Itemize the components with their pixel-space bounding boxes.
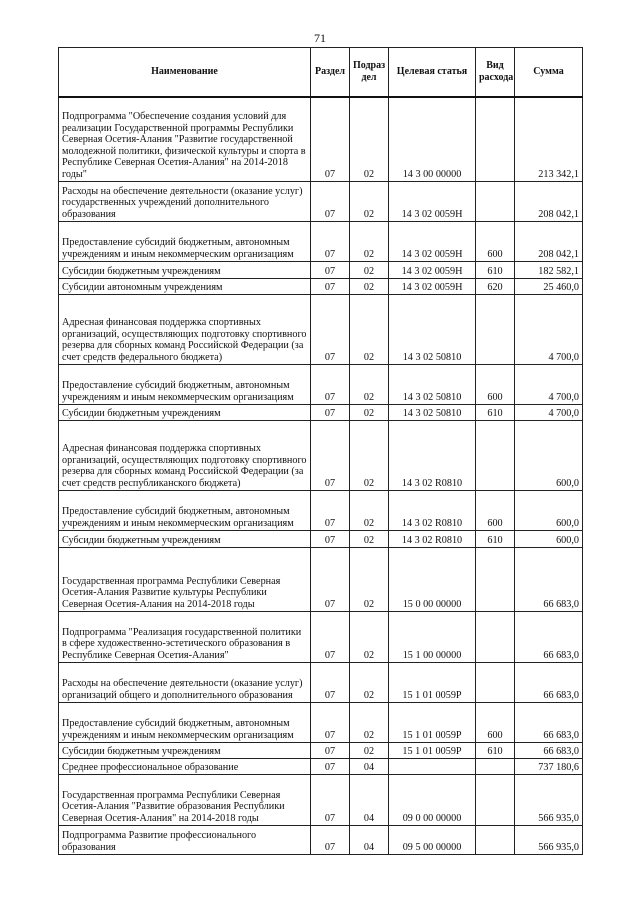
cell-target: 14 3 02 0059Н (389, 278, 476, 294)
cell-name: Расходы на обеспечение деятельности (оказание услуг) государственных учреждений дополнительного образования (59, 181, 311, 221)
cell-name: Подпрограмма "Обеспечение создания условий для реализации Государственной программы Республики Северная Осетия-Алания "Развитие государственной молодежной политики, физической культуры и спорта в Республике Северная Осетия-Алания" на 2014-2018 годы" (59, 97, 311, 181)
table-row (59, 490, 583, 530)
cell-subsection: 02 (350, 97, 389, 181)
cell-amount: 25 460,0 (515, 278, 583, 294)
cell-amount: 182 582,1 (515, 261, 583, 278)
cell-expense-type: 600 (476, 702, 515, 742)
table-row (59, 420, 583, 490)
cell-subsection: 02 (350, 547, 389, 611)
cell-target: 09 5 00 00000 (389, 825, 476, 854)
table-row (59, 97, 583, 181)
table-row (59, 758, 583, 774)
table-row (59, 547, 583, 611)
header-subsection: Подраз дел (350, 48, 389, 98)
cell-amount: 600,0 (515, 530, 583, 547)
cell-amount: 737 180,6 (515, 758, 583, 774)
cell-amount: 213 342,1 (515, 97, 583, 181)
cell-name: Субсидии бюджетным учреждениям (59, 742, 311, 758)
cell-expense-type: 600 (476, 364, 515, 404)
cell-section: 07 (311, 221, 350, 261)
cell-subsection: 02 (350, 294, 389, 364)
cell-amount: 600,0 (515, 490, 583, 530)
cell-target: 14 3 02 50810 (389, 364, 476, 404)
cell-name: Среднее профессиональное образование (59, 758, 311, 774)
cell-subsection: 02 (350, 261, 389, 278)
cell-name: Субсидии автономным учреждениям (59, 278, 311, 294)
cell-section: 07 (311, 530, 350, 547)
cell-section: 07 (311, 662, 350, 702)
table-row (59, 611, 583, 662)
table-row (59, 702, 583, 742)
cell-name: Предоставление субсидий бюджетным, автономным учреждениям и иным некоммерческим организациям (59, 702, 311, 742)
cell-expense-type: 610 (476, 742, 515, 758)
cell-amount: 566 935,0 (515, 825, 583, 854)
cell-name: Предоставление субсидий бюджетным, автономным учреждениям и иным некоммерческим организациям (59, 221, 311, 261)
cell-name: Подпрограмма "Реализация государственной политики в сфере художественно-эстетического образования в Республике Северная Осетия-Алания" (59, 611, 311, 662)
header-section: Раздел (311, 48, 350, 98)
cell-expense-type (476, 825, 515, 854)
cell-expense-type: 610 (476, 404, 515, 420)
cell-name: Подпрограмма Развитие профессионального образования (59, 825, 311, 854)
cell-subsection: 04 (350, 825, 389, 854)
cell-subsection: 02 (350, 662, 389, 702)
cell-subsection: 04 (350, 758, 389, 774)
cell-subsection: 02 (350, 420, 389, 490)
header-amount: Сумма (515, 48, 583, 98)
table-row (59, 774, 583, 825)
table-row (59, 530, 583, 547)
cell-amount: 4 700,0 (515, 364, 583, 404)
cell-section: 07 (311, 547, 350, 611)
table-row (59, 825, 583, 854)
cell-target: 14 3 02 0059Н (389, 221, 476, 261)
cell-target: 15 0 00 00000 (389, 547, 476, 611)
cell-subsection: 04 (350, 774, 389, 825)
cell-expense-type: 610 (476, 261, 515, 278)
cell-section: 07 (311, 404, 350, 420)
cell-section: 07 (311, 364, 350, 404)
cell-amount: 66 683,0 (515, 611, 583, 662)
cell-section: 07 (311, 758, 350, 774)
cell-amount: 66 683,0 (515, 742, 583, 758)
cell-amount: 4 700,0 (515, 294, 583, 364)
cell-expense-type: 610 (476, 530, 515, 547)
cell-name: Субсидии бюджетным учреждениям (59, 530, 311, 547)
cell-target: 14 3 02 R0810 (389, 490, 476, 530)
cell-subsection: 02 (350, 742, 389, 758)
cell-name: Адресная финансовая поддержка спортивных организаций, осуществляющих подготовку спортивного резерва для сборных команд Российской Федерации (за счет средств федерального бюджета) (59, 294, 311, 364)
cell-amount: 208 042,1 (515, 181, 583, 221)
cell-name: Предоставление субсидий бюджетным, автономным учреждениям и иным некоммерческим организациям (59, 364, 311, 404)
cell-target: 15 1 00 00000 (389, 611, 476, 662)
cell-expense-type (476, 420, 515, 490)
cell-amount: 66 683,0 (515, 547, 583, 611)
cell-expense-type (476, 97, 515, 181)
cell-name: Субсидии бюджетным учреждениям (59, 261, 311, 278)
cell-target: 14 3 02 50810 (389, 294, 476, 364)
cell-expense-type: 620 (476, 278, 515, 294)
cell-target (389, 758, 476, 774)
cell-target: 14 3 02 0059Н (389, 181, 476, 221)
table-row (59, 742, 583, 758)
cell-section: 07 (311, 774, 350, 825)
cell-amount: 566 935,0 (515, 774, 583, 825)
cell-amount: 4 700,0 (515, 404, 583, 420)
budget-table (58, 47, 583, 855)
table-row (59, 294, 583, 364)
cell-subsection: 02 (350, 278, 389, 294)
cell-name: Государственная программа Республики Северная Осетия-Алания "Развитие образования Республики Северная Осетия-Алания" на 2014-2018 годы (59, 774, 311, 825)
cell-name: Адресная финансовая поддержка спортивных организаций, осуществляющих подготовку спортивного резерва для сборных команд Российской Федерации (за счет средств республиканского бюджета) (59, 420, 311, 490)
cell-amount: 208 042,1 (515, 221, 583, 261)
cell-section: 07 (311, 420, 350, 490)
table-header-row (59, 48, 583, 98)
cell-name: Государственная программа Республики Северная Осетия-Алания Развитие культуры Республики Северная Осетия-Алания на 2014-2018 годы (59, 547, 311, 611)
cell-name: Предоставление субсидий бюджетным, автономным учреждениям и иным некоммерческим организациям (59, 490, 311, 530)
cell-section: 07 (311, 825, 350, 854)
table-row (59, 404, 583, 420)
cell-expense-type (476, 662, 515, 702)
cell-section: 07 (311, 261, 350, 278)
cell-amount: 600,0 (515, 420, 583, 490)
cell-amount: 66 683,0 (515, 702, 583, 742)
cell-target: 14 3 00 00000 (389, 97, 476, 181)
cell-subsection: 02 (350, 490, 389, 530)
cell-expense-type (476, 294, 515, 364)
cell-target: 09 0 00 00000 (389, 774, 476, 825)
cell-expense-type (476, 547, 515, 611)
cell-subsection: 02 (350, 221, 389, 261)
cell-section: 07 (311, 294, 350, 364)
cell-expense-type: 600 (476, 221, 515, 261)
table-row (59, 662, 583, 702)
cell-subsection: 02 (350, 181, 389, 221)
cell-subsection: 02 (350, 364, 389, 404)
cell-section: 07 (311, 742, 350, 758)
header-expense-type: Вид расхода (476, 48, 515, 98)
cell-expense-type (476, 758, 515, 774)
header-name: Наименование (59, 48, 311, 98)
page-number: 71 (314, 31, 326, 45)
header-target: Целевая статья (389, 48, 476, 98)
cell-name: Субсидии бюджетным учреждениям (59, 404, 311, 420)
cell-expense-type (476, 774, 515, 825)
cell-expense-type: 600 (476, 490, 515, 530)
cell-target: 14 3 02 0059Н (389, 261, 476, 278)
cell-expense-type (476, 611, 515, 662)
cell-name: Расходы на обеспечение деятельности (оказание услуг) организаций общего и дополнительного образования (59, 662, 311, 702)
cell-section: 07 (311, 181, 350, 221)
cell-subsection: 02 (350, 530, 389, 547)
table-row (59, 221, 583, 261)
cell-subsection: 02 (350, 702, 389, 742)
cell-target: 15 1 01 0059Р (389, 702, 476, 742)
cell-target: 14 3 02 R0810 (389, 530, 476, 547)
table-row (59, 261, 583, 278)
table-row (59, 364, 583, 404)
cell-target: 15 1 01 0059Р (389, 742, 476, 758)
cell-expense-type (476, 181, 515, 221)
cell-section: 07 (311, 278, 350, 294)
cell-subsection: 02 (350, 611, 389, 662)
cell-target: 15 1 01 0059Р (389, 662, 476, 702)
cell-section: 07 (311, 97, 350, 181)
cell-target: 14 3 02 R0810 (389, 420, 476, 490)
cell-section: 07 (311, 490, 350, 530)
cell-section: 07 (311, 702, 350, 742)
cell-section: 07 (311, 611, 350, 662)
cell-target: 14 3 02 50810 (389, 404, 476, 420)
table-row (59, 181, 583, 221)
cell-amount: 66 683,0 (515, 662, 583, 702)
cell-subsection: 02 (350, 404, 389, 420)
table-row (59, 278, 583, 294)
